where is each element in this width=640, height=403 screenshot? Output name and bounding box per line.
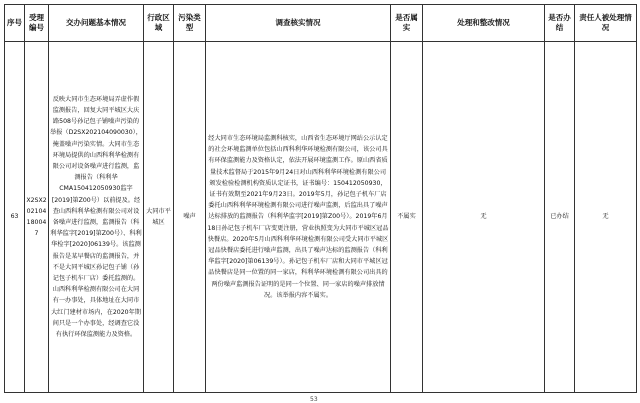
- header-responsible: 责任人被处理情况: [575, 5, 637, 42]
- cell-district: 大同市平城区: [144, 42, 174, 393]
- header-handling: 处理和整改情况: [423, 5, 545, 42]
- header-acceptance-id: 受理编号: [25, 5, 49, 42]
- table-row: [5, 42, 637, 393]
- cell-seq: 63: [5, 42, 25, 393]
- header-is-true: 是否属实: [391, 5, 423, 42]
- cell-pollution-type: 噪声: [174, 42, 206, 393]
- page-number: 53: [310, 396, 318, 403]
- header-basic-situation: 交办问题基本情况: [49, 5, 144, 42]
- header-is-closed: 是否办结: [545, 5, 575, 42]
- cell-basic-situation: 反映大同市生态环境局弄虚作假监测报告，回复大同平城区大庆路508号孙记包子铺噪声污染的举报（D2SX202104090030），掩盖噪声污染实情。大同市生态环境局提供的山西科利华检测有限公司对设备噪声进行监测，监测报告（科利华CMA150412050930监字[2019]第Z00号）以前提及。经查山西科利华检测有限公司对设备噪声进行监测，监测报告（科利华监字[2019]第Z00号）、科利华检字[2020]06139号。该监测报告是某早餐店的监测报告，并不是大同平城区孙记包子铺（孙记包子机车厂店）委托监测的。山西科利华检测有限公司在大同有一办事处，具体地址在大同市大红门建材市场内，在2020年期间只是一个办事处，经调查它没有执行环保监测能力及资格。: [49, 42, 144, 393]
- header-pollution-type: 污染类型: [174, 5, 206, 42]
- case-table: [4, 4, 637, 393]
- cell-responsible: 无: [575, 42, 637, 393]
- header-district: 行政区域: [144, 5, 174, 42]
- cell-investigation: 经大同市生态环境局监测科核实，山西省生态环境厅网站公示认定的社会环境监测单位包括山西科利华环境检测有限公司，该公司具有环保监测能力及资格认定，依法开展环境监测工作。原山西省质量技术监督局于2015年9月24日对山西科利华环境检测有限公司颁发检验检测机构资质认定证书，证书编号：150412050930，证书有效期至2021年9月23日。2019年5月，孙记包子机车厂店委托山西科利华环境检测有限公司进行噪声监测，后监出具了噪声达标排放的监测报告（科利华监字[2019]第Z00号）。2019年6月18日孙记包子机车厂店变更注册，营业执照变为大同市平城区冠品快餐店。2020年5月山西科利华环境检测有限公司受大同市平城区冠品快餐店委托进行噪声监测，出具了噪声达标的监测报告（科利华监字[2020]第06139号）。孙记包子机车厂店和大同市平城区冠品快餐店是同一位置的同一家店，科利华环境检测有限公司出具的两份噪声监测报告证明的是同一个位置、同一家店的噪声排放情况。该举报内容不属实。: [206, 42, 391, 393]
- cell-handling: 无: [423, 42, 545, 393]
- header-seq: 序号: [5, 5, 25, 42]
- cell-is-true: 不属实: [391, 42, 423, 393]
- cell-is-closed: 已办结: [545, 42, 575, 393]
- header-row: [5, 5, 637, 42]
- cell-acceptance-id: X2SX202104180047: [25, 42, 49, 393]
- header-investigation: 调查核实情况: [206, 5, 391, 42]
